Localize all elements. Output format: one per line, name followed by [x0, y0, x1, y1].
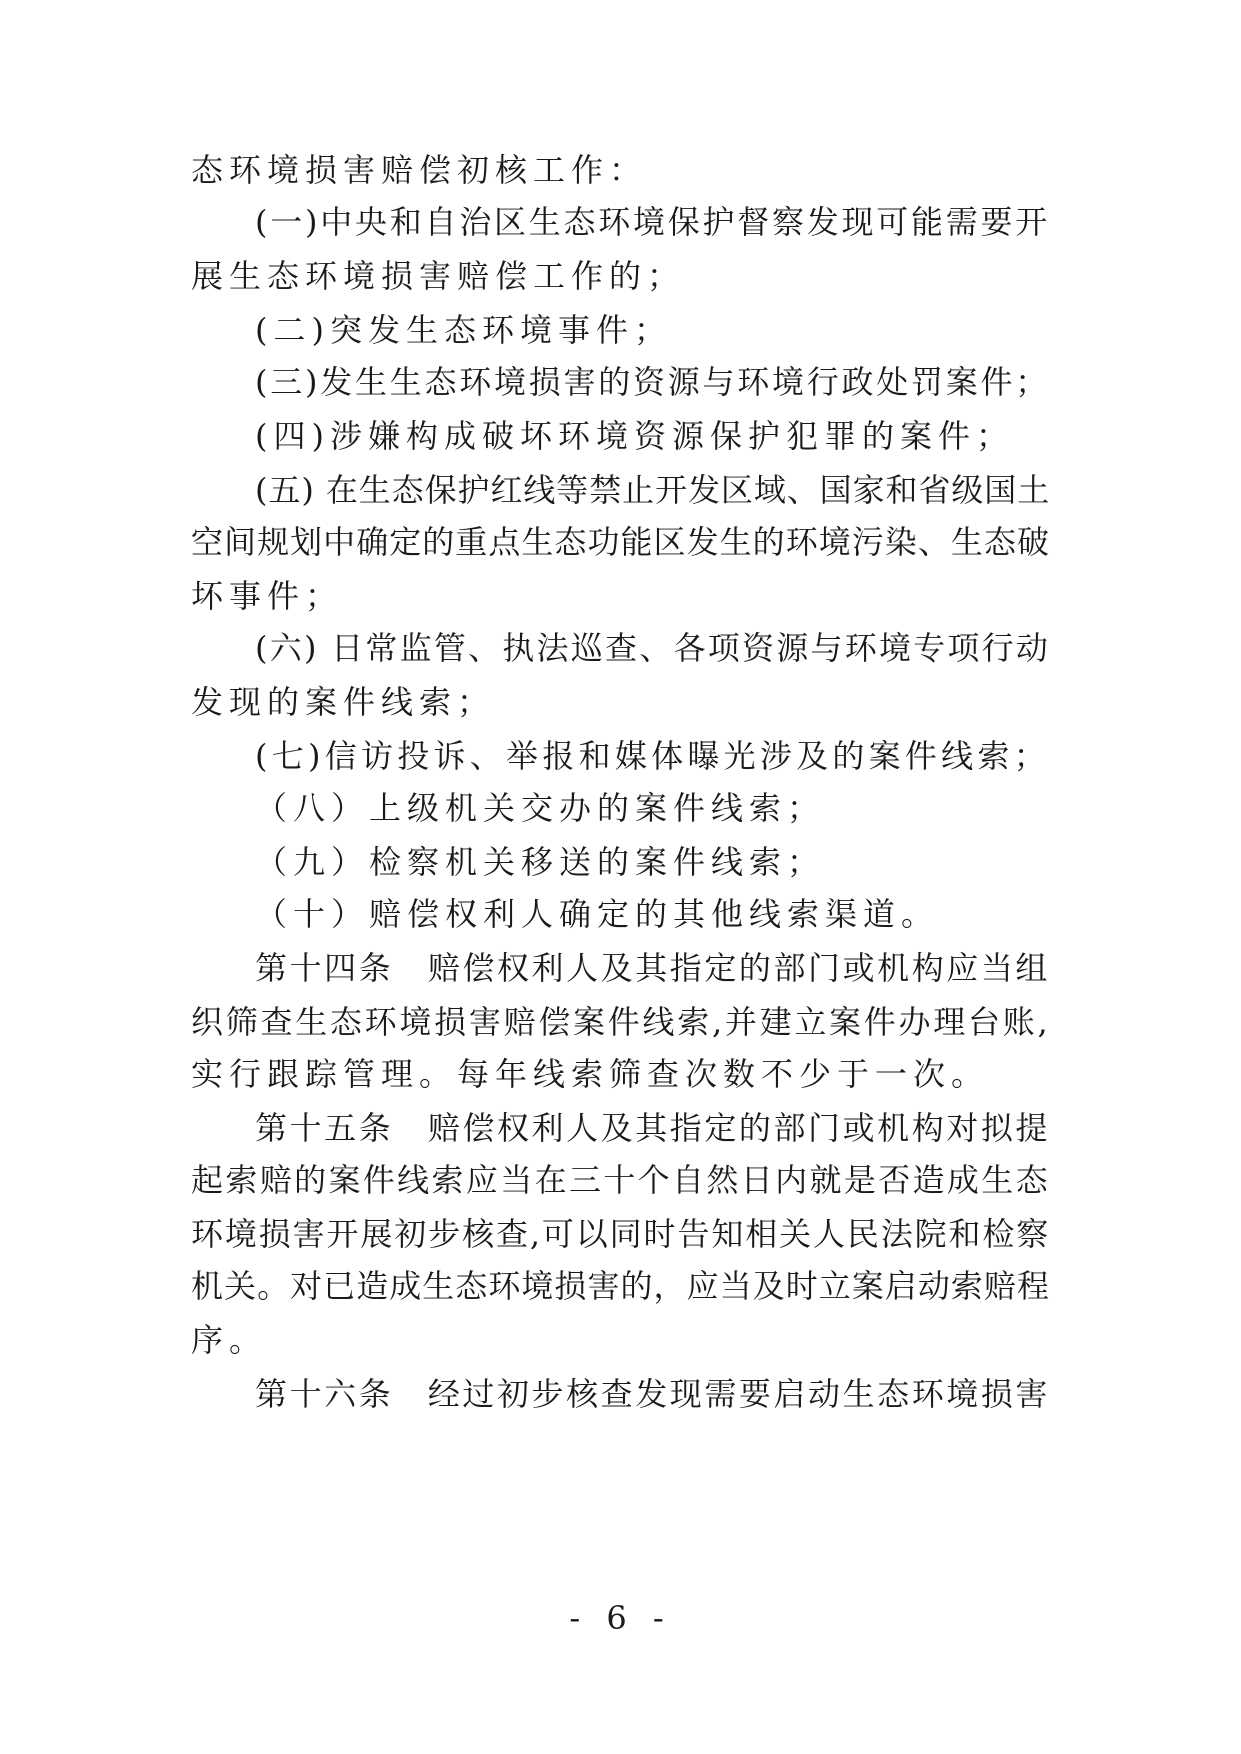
text-line: 第十五条 赔偿权利人及其指定的部门或机构对拟提	[255, 1109, 1051, 1147]
text-line: （九）检察机关移送的案件线索；	[255, 843, 826, 881]
text-line: (四)涉嫌构成破坏环境资源保护犯罪的案件；	[255, 417, 1014, 455]
text-line: 空间规划中确定的重点生态功能区发生的环境污染、生态破	[191, 523, 1051, 561]
text-line: 第十四条 赔偿权利人及其指定的部门或机构应当组	[255, 949, 1051, 987]
text-line: 实行跟踪管理。每年线索筛查次数不少于一次。	[191, 1055, 990, 1093]
text-line: 发现的案件线索；	[191, 683, 496, 721]
text-line: 机关。对已造成生态环境损害的，应当及时立案启动索赔程	[191, 1267, 1051, 1305]
text-line: (三)发生生态环境损害的资源与环境行政处罚案件；	[255, 363, 1050, 401]
text-line: (五) 在生态保护红线等禁止开发区域、国家和省级国土	[255, 471, 1051, 509]
text-line: 坏事件；	[191, 577, 344, 615]
text-line: 序。	[191, 1321, 268, 1359]
text-line: (一)中央和自治区生态环境保护督察发现可能需要开	[255, 203, 1050, 241]
text-line: 第十六条 经过初步核查发现需要启动生态环境损害	[255, 1375, 1051, 1413]
text-line: 起索赔的案件线索应当在三十个自然日内就是否造成生态	[191, 1161, 1051, 1199]
text-line: 织筛查生态环境损害赔偿案件线索,并建立案件办理台账,	[191, 1003, 1051, 1041]
page-number: - 6 -	[569, 1599, 672, 1637]
text-line: (二)突发生态环境事件；	[255, 311, 672, 349]
text-line: （八）上级机关交办的案件线索；	[255, 789, 826, 827]
text-line: 态环境损害赔偿初核工作：	[191, 151, 648, 189]
text-line: (六) 日常监管、执法巡查、各项资源与环境专项行动	[255, 629, 1051, 667]
text-line: （十）赔偿权利人确定的其他线索渠道。	[255, 895, 940, 933]
text-line: (七)信访投诉、举报和媒体曝光涉及的案件线索；	[255, 737, 1050, 775]
text-line: 展生态环境损害赔偿工作的；	[191, 257, 686, 295]
text-line: 环境损害开展初步核查,可以同时告知相关人民法院和检察	[191, 1215, 1051, 1253]
